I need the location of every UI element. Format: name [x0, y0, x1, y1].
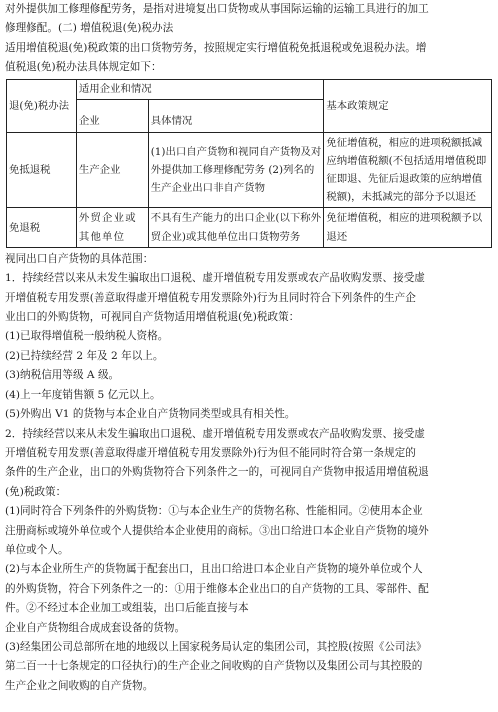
text-line: 修理修配。(二) 增值税退(免)税办法: [5, 22, 174, 35]
text-line: 件。②不经过本企业加工或组装，出口后能直接与本: [5, 602, 249, 615]
cell-situation: (1)出口自产货物和视同自产货物及对外提供加工修理修配劳务 (2)列名的生产企业出口非自产货物: [148, 132, 324, 208]
list-item: (2)已持续经营 2 年及 2 年以上。: [5, 349, 164, 362]
intro-paragraph: [5, 0, 495, 78]
list-item: (4)上一年度销售额 5 亿元以上。: [5, 388, 161, 401]
header-situation: 具体情况: [148, 99, 324, 132]
cell-method: 免退税: [7, 208, 77, 247]
refund-policy-table: [6, 79, 492, 248]
list-item: (1)已取得增值税一般纳税人资格。: [5, 330, 169, 343]
text-line: 开增值税专用发票(善意取得虚开增值税专用发票除外)行为且同时符合下列条件的生产企: [5, 291, 416, 304]
list-item: (5)外购出 V1 的货物与本企业自产货物同类型或具有相关性。: [5, 408, 296, 421]
text-line: (免)税政策：: [5, 485, 67, 498]
cell-enterprise: 外贸企业或其他单位: [76, 208, 148, 247]
text-line: 单位或个人。: [5, 543, 69, 556]
text-line: 值税退(免)税办法具体规定如下：: [5, 61, 162, 74]
section-heading: 视同出口自产货物的具体范围：: [5, 252, 154, 265]
list-item: (3)纳税信用等级 A 级。: [5, 369, 120, 382]
text-line: 生产企业之间收购的自产货物。: [5, 679, 154, 692]
text-line: 1．持续经营以来从未发生骗取出口退税、虚开增值税专用发票或农产品收购发票、接受虚: [5, 272, 425, 285]
text-line: 的外购货物，符合下列条件之一的：①用于维修本企业出口的自产货物的工具、零部件、配: [5, 582, 429, 595]
text-line: 注册商标或境外单位或个人提供给本企业使用的商标。③出口给进口本企业自产货物的境外: [5, 524, 429, 537]
list-item: (2)与本企业所生产的货物属于配套出口，且出口给进口本企业自产货物的境外单位或个人: [5, 563, 423, 576]
text-line: 对外提供加工修理修配劳务，是指对进境复出口货物或从事国际运输的运输工具进行的加工: [5, 3, 429, 15]
table-row: [7, 208, 492, 247]
text-line: 第二百一十七条规定的口径执行)的生产企业之间收购的自产货物以及集团公司与其控股的: [5, 660, 423, 673]
cell-situation: 不具有生产能力的出口企业(以下称外贸企业)或其他单位出口货物劳务: [148, 208, 324, 247]
cell-policy: 免征增值税，相应的进项税额予以退还: [324, 208, 492, 247]
text-line: 企业自产货物组合成成套设备的货物。: [5, 621, 186, 634]
text-line: 业出口的外购货物，可视同自产货物适用增值税退(免)税政策：: [5, 311, 300, 324]
text-line: 条件的生产企业，出口的外购货物符合下列条件之一的，可视同自产货物申报适用增值税退: [5, 466, 429, 479]
header-method: 退(免)税办法: [7, 79, 77, 132]
text-line: 开增值税专用发票(善意取得虚开增值税专用发票除外)行为但不能同时符合第一条规定的: [5, 446, 416, 459]
cell-policy: 免征增值税，相应的进项税额抵减应纳增值税额(不包括适用增值税即征即退、先征后退政策的应纳增值税额)，未抵减完的部分予以退还: [324, 132, 492, 208]
list-item: (1)同时符合下列条件的外购货物：①与本企业生产的货物名称、性能相同。②使用本企业: [5, 505, 423, 518]
cell-enterprise: 生产企业: [76, 132, 148, 208]
list-item: (3)经集团公司总部所在地的地级以上国家税务局认定的集团公司，其控股(按照《公司法》: [5, 640, 427, 653]
table-row: [7, 132, 492, 208]
header-policy: 基本政策规定: [324, 79, 492, 132]
text-line: 适用增值税退(免)税政策的出口货物劳务，按照规定实行增值税免抵退税或免退税办法。增: [5, 41, 427, 54]
text-line: 2．持续经营以来从未发生骗取出口退税、虚开增值税专用发票或农产品收购发票、接受虚: [5, 427, 425, 440]
cell-method: 免抵退税: [7, 132, 77, 208]
header-enterprise: 企业: [76, 99, 148, 132]
body-text: [5, 250, 495, 696]
table-header-row: [7, 79, 492, 99]
header-group: 适用企业和情况: [76, 79, 323, 99]
